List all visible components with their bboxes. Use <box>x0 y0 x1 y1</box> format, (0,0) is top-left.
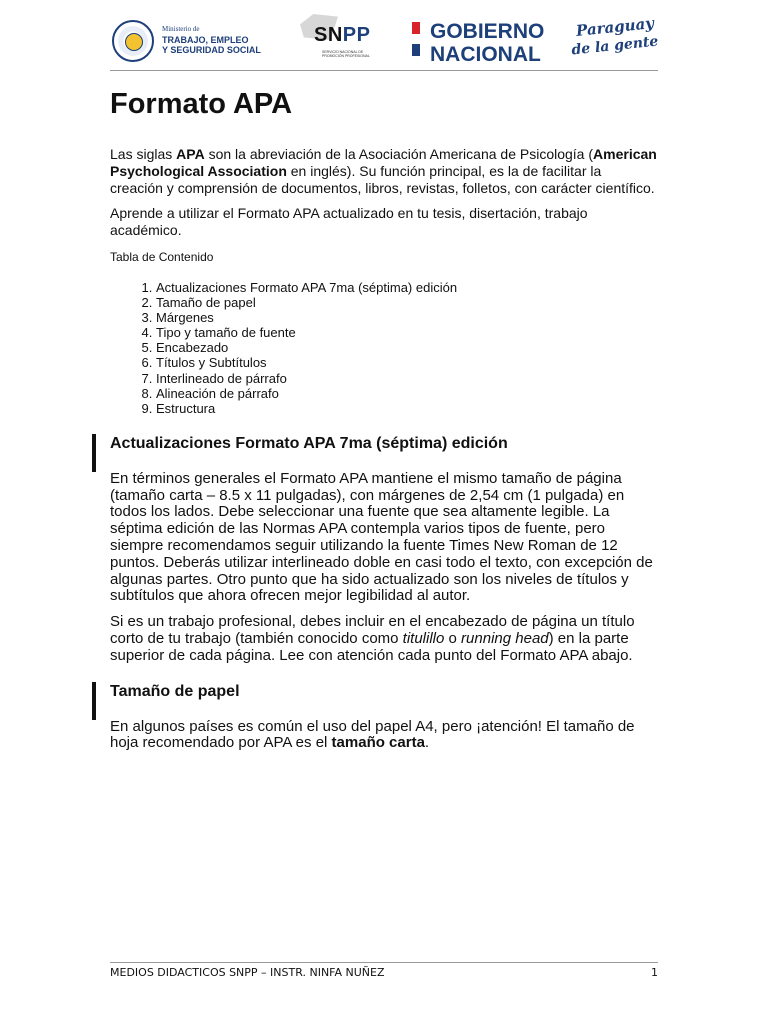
snpp-wordmark-b: PP <box>342 24 371 46</box>
intro-bold-apa-full: American Psychological Association <box>110 146 657 179</box>
toc-item[interactable]: 1. Actualizaciones Formato APA 7ma (séptima) edición <box>156 280 658 295</box>
snpp-wordmark <box>314 24 370 47</box>
toc-item[interactable]: 5. Encabezado <box>156 340 658 355</box>
page-header <box>110 12 658 71</box>
paragraph-2: Aprende a utilizar el Formato APA actualizado en tu tesis, disertación, trabajo académico. <box>110 205 588 239</box>
table-of-contents <box>110 280 658 416</box>
toc-title: Tabla de Contenido <box>110 249 214 264</box>
p2-text-a: Si es un trabajo profesional, debes incluir en el encabezado de página un título corto de tu trabajo (también conocido como <box>110 613 635 647</box>
gobierno-line-2: NACIONAL <box>430 43 541 66</box>
toc-item[interactable]: 4. Tipo y tamaño de fuente <box>156 325 658 340</box>
intro-paragraph <box>110 146 658 196</box>
gobierno-nacional-text <box>430 20 544 66</box>
snpp-wordmark-a: SN <box>314 24 343 46</box>
paraguay-de-la-gente-logo <box>570 13 660 59</box>
page-number: 1 <box>651 966 658 979</box>
p2-italic-running-head: running head <box>461 630 549 647</box>
page-title: Formato APA <box>110 88 293 120</box>
intro-text-3: en inglés). Su función principal, es la de facilitar la creación y comprensión de documentos, libros, revistas, folletos, con carácter científico. <box>110 162 655 196</box>
section-updates <box>110 434 658 665</box>
ministry-logo-text <box>162 26 261 55</box>
gobierno-line-1: GOBIERNO <box>430 20 545 43</box>
section-paper-size-paragraph <box>110 719 658 753</box>
paper-text-a: En algunos países es común el uso del papel A4, pero ¡atención! El tamaño de hoja recomendado por APA es el <box>110 717 635 752</box>
toc-item[interactable]: 3. Márgenes <box>156 310 658 325</box>
section-updates-paragraph-2 <box>110 614 658 664</box>
section-paper-size <box>110 682 658 753</box>
p2-italic-titulillo: titulillo <box>402 630 445 647</box>
ministry-seal-logo <box>112 20 154 62</box>
intro-text-2: son la abreviación de la Asociación Americana de Psicología ( <box>204 146 594 162</box>
ministry-small-label: Ministerio de <box>162 25 200 33</box>
red-block-icon <box>412 22 420 34</box>
document-body <box>110 84 658 752</box>
section-heading-updates: Actualizaciones Formato APA 7ma (séptima) edición <box>110 434 508 452</box>
intro-text-1: Las siglas <box>110 146 177 162</box>
paraguay-line-2: de la gente <box>570 33 660 59</box>
toc-item[interactable]: 9. Estructura <box>156 401 658 416</box>
blue-block-icon <box>412 44 420 56</box>
snpp-logo <box>300 14 380 68</box>
p2-text-b: o <box>444 630 462 647</box>
section-marker-bar <box>92 434 96 472</box>
toc-item[interactable]: 8. Alineación de párrafo <box>156 386 658 401</box>
toc-item[interactable]: 7. Interlineado de párrafo <box>156 371 658 386</box>
section-heading-paper-size: Tamaño de papel <box>110 682 240 700</box>
ministry-line-2: Y SEGURIDAD SOCIAL <box>162 45 261 55</box>
paper-bold-letter-size: tamaño carta <box>331 734 425 752</box>
paraguay-line-1: Paraguay <box>575 13 655 41</box>
paper-text-c: . <box>424 734 430 752</box>
page-footer <box>110 962 658 980</box>
footer-text: MEDIOS DIDACTICOS SNPP – INSTR. NINFA NUÑEZ <box>110 966 385 979</box>
section-marker-bar <box>92 682 96 720</box>
section-updates-paragraph-1: En términos generales el Formato APA mantiene el mismo tamaño de página (tamaño carta – 8.5 x 11 pulgadas), con márgenes de 2,54 cm (1 pulgada) en todos los lados. Debe seleccionar una fuente que sea altamente legible. La séptima edición de las Normas APA contempla varios tipos de fuente, pero siempre recomendamos seguir utilizando la fuente Times New Roman de 12 puntos. Deberás utilizar interlineado doble en casi todo el texto, con excepción de algunas partes. Otro punto que ha sido actualizado son los niveles de títulos y subtítulos que ahora ofrecen mejor legibilidad al autor. <box>110 469 653 605</box>
p2-text-c: ) en la parte superior de cada página. Lee con atención cada punto del Formato APA abajo. <box>110 630 633 664</box>
toc-item[interactable]: 2. Tamaño de papel <box>156 295 658 310</box>
intro-bold-apa: APA <box>176 146 205 162</box>
ministry-line-1: TRABAJO, EMPLEO <box>162 35 249 45</box>
snpp-subtitle: SERVICIO NACIONAL DE PROMOCIÓN PROFESIONAL <box>322 50 370 58</box>
toc-item[interactable]: 6. Títulos y Subtítulos <box>156 355 658 370</box>
